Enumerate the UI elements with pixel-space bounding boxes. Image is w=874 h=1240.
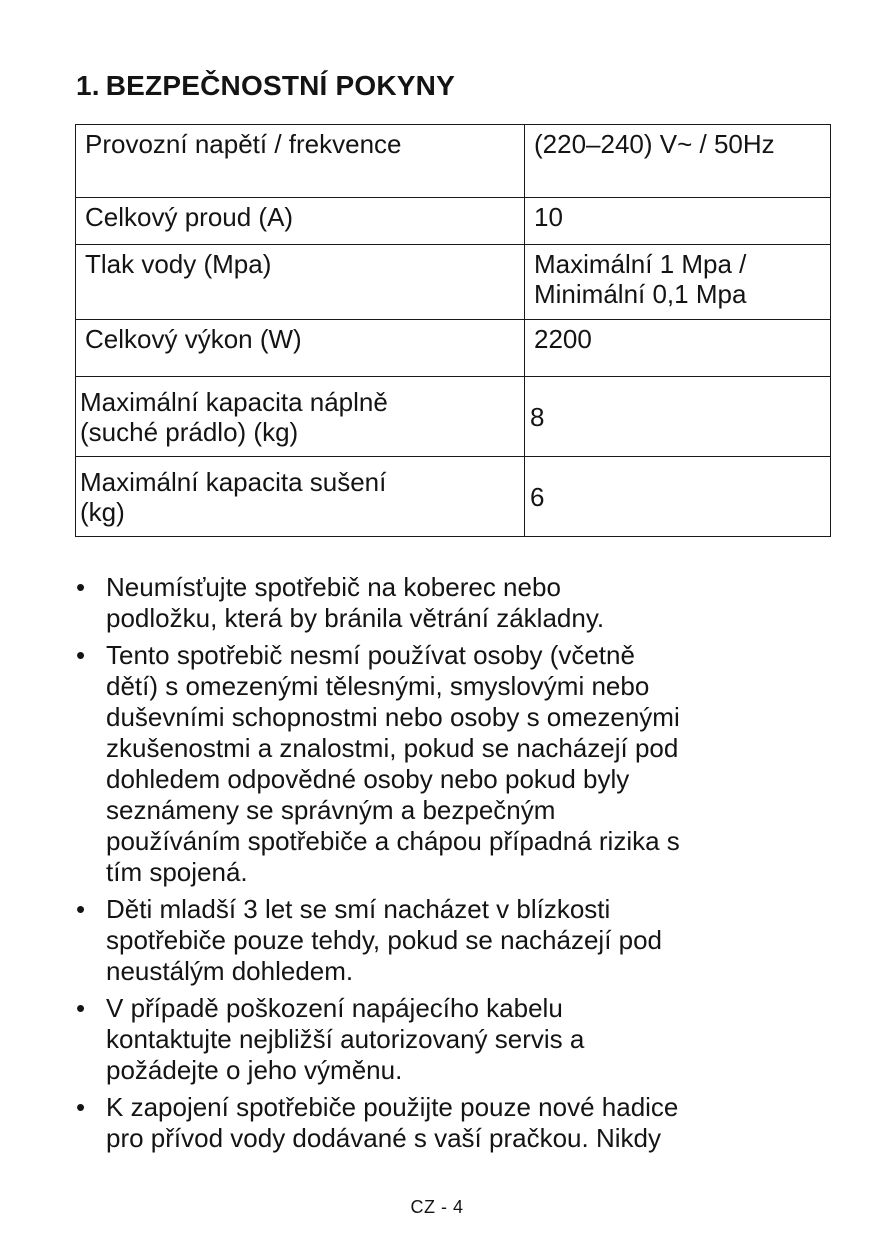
spec-label xyxy=(76,457,525,537)
bullet-text-line: V případě poškození napájecího kabelu xyxy=(106,993,563,1023)
spec-label-line: Maximální kapacita sušení xyxy=(80,466,387,497)
spec-label-line: Maximální kapacita náplně xyxy=(80,386,388,417)
bullet-text-line: používáním spotřebiče a chápou případná rizika s xyxy=(106,826,680,856)
spec-label xyxy=(76,245,525,320)
spec-value-line: 8 xyxy=(530,401,545,432)
bullet-dot-icon: • xyxy=(76,894,86,924)
bullet-text-line: kontaktujte nejbližší autorizovaný servis a xyxy=(106,1024,585,1054)
spec-value-line: 10 xyxy=(534,202,563,232)
bullet-item xyxy=(76,894,816,987)
spec-value xyxy=(525,377,831,457)
bullet-text-line: Tento spotřebič nesmí používat osoby (včetně xyxy=(106,640,635,670)
spec-row xyxy=(76,457,831,537)
bullet-text-line: neustálým dohledem. xyxy=(106,956,354,986)
spec-label xyxy=(76,320,525,377)
bullet-dot-icon: • xyxy=(76,993,86,1023)
spec-label xyxy=(76,125,525,198)
section-title: BEZPEČNOSTNÍ POKYNY xyxy=(105,70,455,101)
spec-row xyxy=(76,198,831,245)
bullet-item xyxy=(76,640,816,888)
spec-row xyxy=(76,245,831,320)
spec-value-line: 6 xyxy=(530,481,545,512)
bullet-text-line: seznámeny se správným a bezpečným xyxy=(106,795,556,825)
spec-value xyxy=(525,125,831,198)
bullet-text-line: podložku, která by bránila větrání základny. xyxy=(106,603,605,633)
spec-row xyxy=(76,377,831,457)
spec-value xyxy=(525,198,831,245)
safety-instructions-list xyxy=(76,572,816,1160)
bullet-text-line: K zapojení spotřebiče použijte pouze nové hadice xyxy=(106,1092,679,1122)
bullet-text-line: Děti mladší 3 let se smí nacházet v blízkosti xyxy=(106,894,611,924)
bullet-dot-icon: • xyxy=(76,640,86,670)
specification-table xyxy=(75,124,831,537)
bullet-text-line: požádejte o jeho výměnu. xyxy=(106,1055,403,1085)
bullet-item xyxy=(76,993,816,1086)
spec-value xyxy=(525,457,831,537)
bullet-dot-icon: • xyxy=(76,1092,86,1122)
bullet-dot-icon: • xyxy=(76,572,86,602)
bullet-text-line: spotřebiče pouze tehdy, pokud se nacházejí pod xyxy=(106,925,663,955)
bullet-text-line: zkušenostmi a znalostmi, pokud se nacházejí pod xyxy=(106,733,679,763)
bullet-item xyxy=(76,1092,816,1154)
spec-label-line: (kg) xyxy=(80,496,125,527)
spec-value xyxy=(525,245,831,320)
spec-row xyxy=(76,320,831,377)
bullet-text-line: tím spojená. xyxy=(106,857,248,887)
bullet-text-line: duševními schopnostmi nebo osoby s omezenými xyxy=(106,702,680,732)
spec-value xyxy=(525,320,831,377)
spec-label-line: Celkový proud (A) xyxy=(85,202,294,232)
spec-label xyxy=(76,377,525,457)
spec-row xyxy=(76,125,831,198)
page-number: CZ - 4 xyxy=(410,1197,464,1217)
spec-value-line: Maximální 1 Mpa / xyxy=(534,249,747,279)
bullet-text-line: dětí) s omezenými tělesnými, smyslovými nebo xyxy=(106,671,650,701)
section-number: 1. xyxy=(76,70,100,101)
bullet-item xyxy=(76,572,816,634)
bullet-text-line: Neumísťujte spotřebič na koberec nebo xyxy=(106,572,561,602)
bullet-text-line: pro přívod vody dodávané s vaší pračkou. Nikdy xyxy=(106,1123,661,1153)
spec-label-line: (suché prádlo) (kg) xyxy=(80,416,299,447)
spec-value-line: 2200 xyxy=(534,324,592,354)
spec-label xyxy=(76,198,525,245)
section-heading xyxy=(76,70,455,102)
spec-value-line: Minimální 0,1 Mpa xyxy=(534,279,747,309)
spec-label-line: Provozní napětí / frekvence xyxy=(85,129,402,159)
spec-label-line: Tlak vody (Mpa) xyxy=(85,249,272,279)
bullet-text-line: dohledem odpovědné osoby nebo pokud byly xyxy=(106,764,630,794)
spec-label-line: Celkový výkon (W) xyxy=(85,324,302,354)
spec-value-line: (220–240) V~ / 50Hz xyxy=(534,129,775,159)
